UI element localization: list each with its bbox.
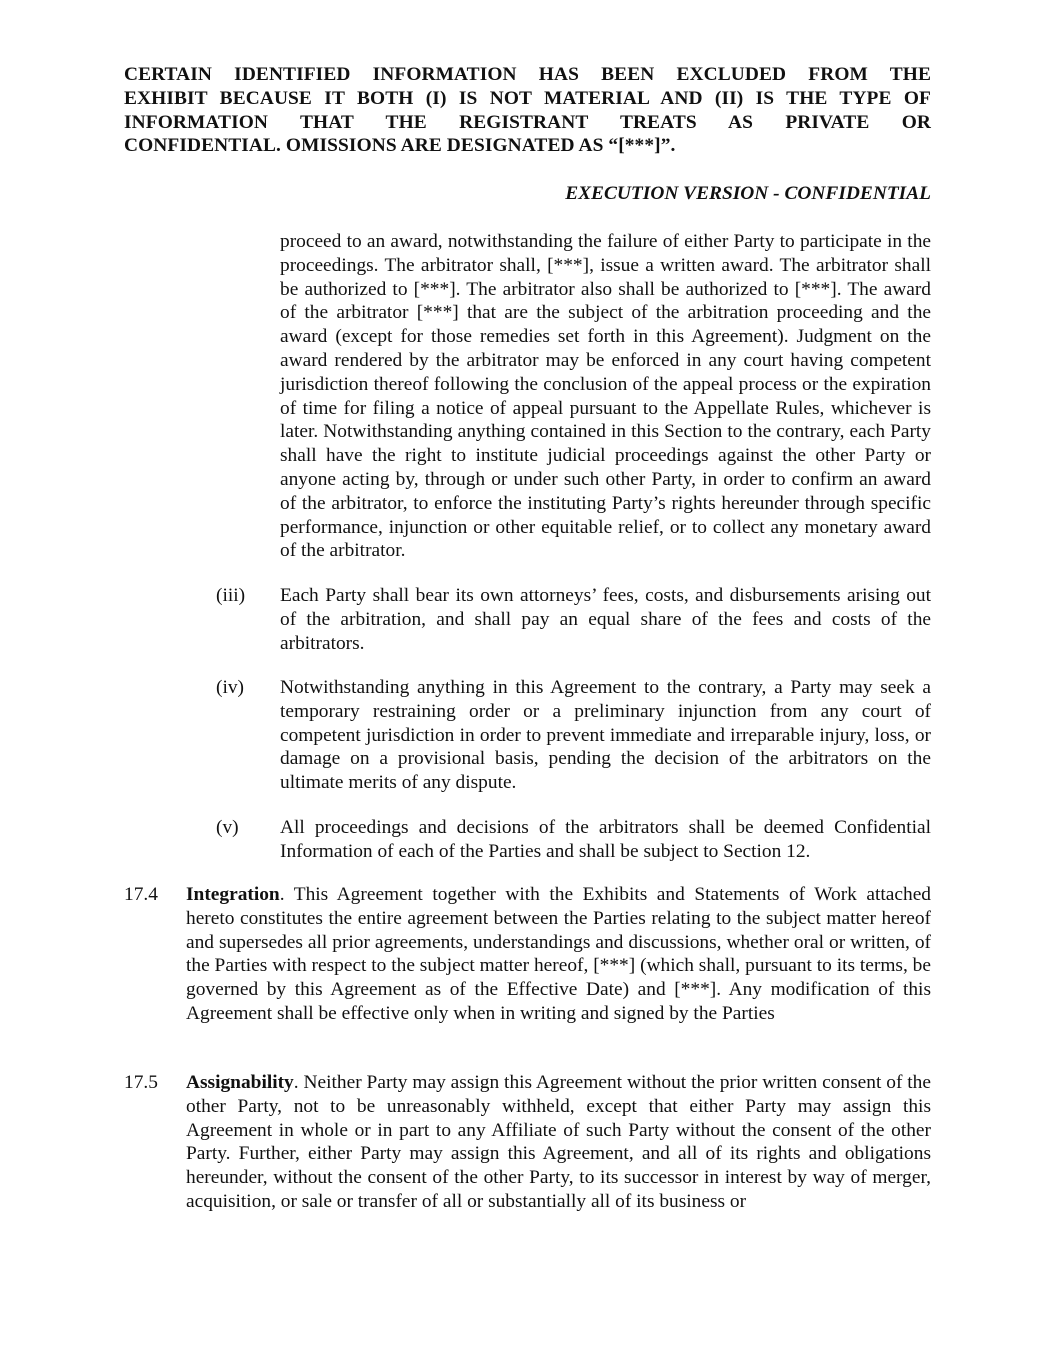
subitem-number: (iii) — [216, 585, 246, 606]
section-body: . This Agreement together with the Exhibits and Statements of Work attached hereto constitutes the entire agreement between the Parties relating to the subject matter hereof and supersedes all prior agreements, understandings and discussions, whether oral or written, of the Parties with respect to the subject matter hereof, [***] (which shall, pursuant to its terms, be governed by this Agreement as of the Effective Date) and [***]. Any modification of this Agreement shall be effective only when in writing and signed by the Parties — [186, 884, 931, 1024]
subitem-number: (v) — [216, 817, 239, 838]
subitem-text: Notwithstanding anything in this Agreement to the contrary, a Party may seek a temporary restraining order or a preliminary injunction from any court of competent jurisdiction in order to prevent immediate and irreparable injury, loss, or damage on a provisional basis, pending the decision of the arbitrators on the ultimate merits of any dispute. — [280, 677, 931, 794]
section-17-4 — [124, 883, 931, 1026]
notice-line: EXHIBIT BECAUSE IT BOTH (I) IS NOT MATERIAL AND (II) IS THE TYPE OF — [124, 87, 931, 109]
continued-paragraph: proceed to an award, notwithstanding the failure of either Party to participate in the proceedings. The arbitrator shall, [***], issue a written award. The arbitrator shall be authorized to [***]. The arbitrator also shall be authorized to [***]. The award of the arbitrator [***] that are the subject of the arbitration proceeding and the award (except for those remedies set forth in this Agreement). Judgment on the award rendered by the arbitrator may be enforced in any court having competent jurisdiction thereof following the conclusion of the appeal process or the expiration of time for filing a notice of appeal pursuant to the Appellate Rules, whichever is later. Notwithstanding anything contained in this Section to the contrary, each Party shall have the right to institute judicial proceedings against the other Party or anyone acting by, through or under such other Party, in order to confirm an award of the arbitrator, to enforce the instituting Party’s rights hereunder through specific performance, injunction or other equitable relief, or to collect any monetary award of the arbitrator. — [280, 231, 931, 562]
subitem-iv — [216, 676, 931, 795]
section-text — [186, 883, 931, 1026]
subitem-text: Each Party shall bear its own attorneys’ fees, costs, and disbursements arising out of the arbitration, and shall pay an equal share of the fees and costs of the arbitrators. — [280, 585, 931, 654]
execution-version-label: EXECUTION VERSION - CONFIDENTIAL — [565, 183, 931, 204]
section-body: . Neither Party may assign this Agreement without the prior written consent of the other Party, not to be unreasonably withheld, except that either Party may assign this Agreement in whole or in part to any Affiliate of such Party without the consent of the other Party. Further, either Party may assign this Agreement, and all of its rights and obligations hereunder, without the consent of the other Party, to its successor in interest by way of merger, acquisition, or sale or transfer of all or substantially all of its business or — [186, 1072, 931, 1212]
section-heading: Assignability — [186, 1072, 294, 1093]
notice-line: CONFIDENTIAL. OMISSIONS ARE DESIGNATED AS “[***]”. — [124, 135, 676, 157]
section-text — [186, 1071, 931, 1214]
notice-line: INFORMATION THAT THE REGISTRANT TREATS AS PRIVATE OR — [124, 111, 931, 133]
subitem-text: All proceedings and decisions of the arbitrators shall be deemed Confidential Information of each of the Parties and shall be subject to Section 12. — [280, 817, 931, 862]
section-17-5 — [124, 1071, 931, 1214]
subitem-v — [216, 816, 931, 864]
subitem-iii — [216, 584, 931, 655]
subitem-number: (iv) — [216, 677, 244, 698]
redaction-notice — [124, 63, 931, 158]
section-number: 17.4 — [124, 884, 158, 905]
section-heading: Integration — [186, 884, 280, 905]
notice-line: CERTAIN IDENTIFIED INFORMATION HAS BEEN EXCLUDED FROM THE — [124, 64, 931, 85]
section-number: 17.5 — [124, 1072, 158, 1093]
